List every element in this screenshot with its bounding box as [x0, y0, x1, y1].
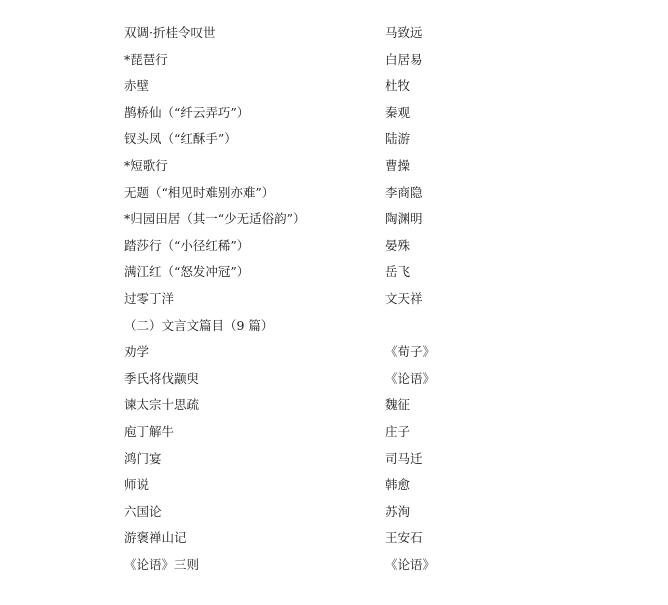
item-title: *归园田居（其一“少无适俗韵”）: [124, 211, 306, 227]
list-item: [124, 259, 444, 286]
item-author: 秦观: [385, 104, 411, 120]
item-title: 过零丁洋: [124, 290, 175, 306]
item-author: 杜牧: [385, 78, 411, 94]
item-title: 钗头凤（“红酥手”）: [124, 131, 237, 147]
item-title: 无题（“相见时难别亦难”）: [124, 184, 275, 200]
item-title: 双调·折桂令叹世: [124, 25, 216, 40]
item-author: 韩愈: [385, 477, 411, 493]
item-title: 季氏将伐颛臾: [124, 370, 200, 386]
item-author: 陆游: [385, 131, 411, 147]
item-author: 文天祥: [385, 290, 423, 306]
list-item: [124, 339, 444, 366]
list-item: [124, 47, 444, 74]
item-author: 魏征: [385, 397, 411, 413]
item-author: 岳飞: [385, 264, 411, 280]
item-title: 踏莎行（“小径红稀”）: [124, 237, 250, 253]
item-title: 《论语》三则: [124, 556, 200, 572]
item-title: 谏太宗十思疏: [124, 397, 200, 413]
item-author: 曹操: [385, 157, 411, 173]
item-author: 白居易: [385, 51, 423, 67]
item-title: *短歌行: [124, 157, 168, 173]
item-author: 司马迁: [385, 450, 423, 466]
item-author: 《论语》: [385, 556, 436, 572]
item-author: 庄子: [385, 423, 411, 439]
item-title: 鹊桥仙（“纤云弄巧”）: [124, 104, 250, 120]
item-title: 鸿门宴: [124, 450, 162, 466]
list-item: [124, 392, 444, 419]
item-author: 《论语》: [385, 370, 436, 386]
section-heading: （二）文言文篇目（9 篇）: [124, 317, 274, 333]
list-item: [124, 153, 444, 180]
item-author: 李商隐: [385, 184, 423, 200]
item-title: 赤壁: [124, 78, 150, 94]
list-item: [124, 20, 444, 47]
item-author: 陶渊明: [385, 211, 423, 227]
item-title: 游褒禅山记: [124, 530, 187, 546]
list-item: [124, 366, 444, 393]
list-item: [124, 180, 444, 207]
item-title: 劝学: [124, 344, 150, 360]
item-title: 满江红（“怒发冲冠”）: [124, 264, 250, 280]
list-item: [124, 286, 444, 313]
item-author: 苏洵: [385, 503, 411, 519]
item-author: 王安石: [385, 530, 423, 546]
list-item: [124, 206, 444, 233]
item-title: 庖丁解牛: [124, 423, 175, 439]
list-item: [124, 419, 444, 446]
reading-list: [124, 20, 444, 578]
item-title: 师说: [124, 477, 150, 493]
list-item: [124, 73, 444, 100]
item-title: *琵琶行: [124, 51, 168, 67]
list-item: [124, 525, 444, 552]
list-item: [124, 472, 444, 499]
list-item: [124, 552, 444, 579]
list-item: [124, 100, 444, 127]
item-author: 《荀子》: [385, 344, 436, 360]
item-author: 晏殊: [385, 237, 411, 253]
list-item: [124, 126, 444, 153]
list-item: [124, 499, 444, 526]
item-title: 六国论: [124, 503, 162, 519]
list-item: [124, 446, 444, 473]
list-item: [124, 233, 444, 260]
item-author: 马致远: [385, 25, 423, 40]
